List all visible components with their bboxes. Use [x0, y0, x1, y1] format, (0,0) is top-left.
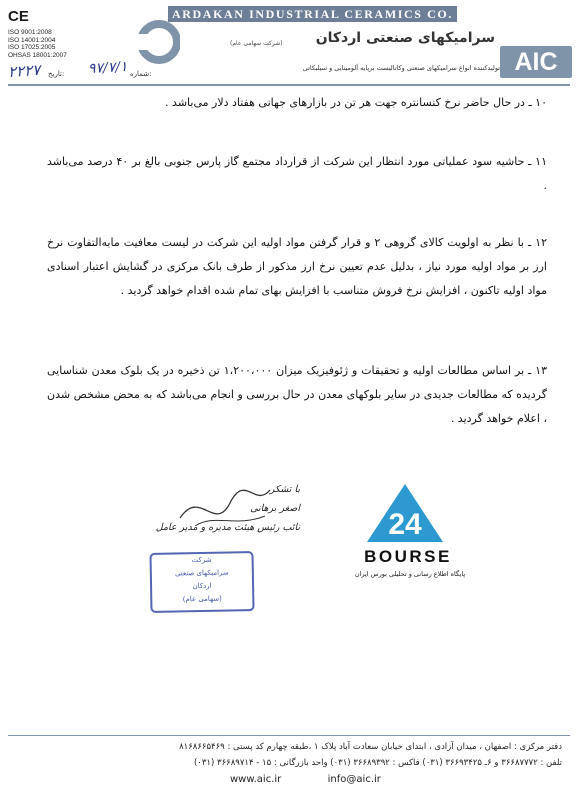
paragraph-11: ۱۱ ـ حاشیه سود عملیاتی مورد انتظار این شرکت از قرارداد مجتمع گاز پارس جنوبی بالغ بر ۴۰ درصد می‌باشد .	[47, 155, 547, 192]
bourse-number: 24	[388, 508, 422, 541]
signature-thanks: با تشکر	[269, 484, 300, 495]
stamp-line: (سهامی عام)	[182, 594, 222, 604]
header-divider	[8, 84, 570, 86]
company-stamp	[149, 551, 254, 613]
iso-line: ISO 17025:2005	[8, 44, 56, 52]
company-tagline: تولیدکننده انواع سرامیکهای صنعتی وکاتالیست برپایه آلومینایی و سیلیکاتی	[302, 64, 500, 72]
number-label: شماره:	[130, 70, 152, 78]
company-name-en: ARDAKAN INDUSTRIAL CERAMICS CO.	[168, 6, 457, 22]
iso-certifications	[8, 29, 67, 59]
footer-contact	[230, 774, 381, 785]
ce-mark: CE	[8, 8, 29, 25]
bourse-wordmark: BOURSE	[364, 547, 452, 566]
footer-address: دفتر مرکزی : اصفهان ، میدان آزادی ، ابتدای خیابان سعادت آباد پلاک ۱ ،طبقه چهارم کد پستی : ۸۱۶۸۶۶۵۴۶۹	[179, 742, 562, 752]
stamp-line: شرکت	[191, 555, 212, 565]
iso-line: ISO 14001:2004	[8, 36, 56, 44]
signature-name: اصغر برهانی	[250, 503, 300, 514]
company-name-fa: سرامیکهای صنعتی اردکان	[315, 30, 495, 46]
bourse24-logo-icon	[365, 482, 445, 544]
footer-phones: تلفن : ۳۶۶۸۷۷۷۲ و ۶ـ ۳۶۶۹۳۴۲۵ (۰۳۱) فاکس : ۳۶۶۸۹۳۹۲ (۰۳۱) واحد بازرگانی : ۱۵ - ۳۶۶۸۹۷۱۴ (۰۳۱)	[193, 758, 562, 768]
company-type: (شرکت سهامی عام)	[230, 40, 283, 47]
handwritten-letter-number: ۲۲۲۷	[7, 60, 41, 82]
handwritten-letter-date: ۹۷/۷/۱	[87, 58, 128, 78]
paragraph-12: ۱۲ ـ با نظر به اولویت کالای گروهی ۲ و قرار گرفتن مواد اولیه این شرکت در لیست معافیت مابه‌التفاوت نرخ ارز بر مواد اولیه مورد نیاز ، بدلیل عدم تعیین نرخ ارز مذکور از طرف بانک مرکزی در گشایش اعتبار اسنادی مواد اولیه تاکنون ، افزایش نرخ فروش متناسب با افزایش بهای تمام شده اقدام خواهد گردید .	[47, 236, 547, 297]
handwritten-signature	[170, 478, 280, 538]
bourse-subtitle: پایگاه اطلاع رسانی و تحلیلی بورس ایران	[354, 570, 466, 578]
email-link[interactable]: info@aic.ir	[327, 774, 381, 785]
iso-line: OHSAS 18001:2007	[8, 51, 67, 59]
footer-divider	[8, 735, 570, 736]
stamp-line: اردکان	[192, 581, 212, 591]
iso-line: ISO 9001:2008	[8, 29, 52, 36]
aic-logo: AIC	[500, 46, 572, 78]
paragraph-10: ۱۰ ـ در حال حاضر نرخ کنسانتره جهت هر تن در بازارهای جهانی هفتاد دلار می‌باشد .	[165, 96, 547, 109]
stamp-line: سرامیکهای صنعتی	[174, 568, 229, 578]
paragraph-13: ۱۳ ـ بر اساس مطالعات اولیه و تحقیقات و ژئوفیزیک میزان ۱،۲۰۰،۰۰۰ تن ذخیره در یک بلوک معدن شناسایی گردیده که مطالعات جدیدی در سایر بلوکهای معدن در حال بررسی و انجام می‌باشد که به محض مشخص شدن ، اعلام خواهد گردید .	[47, 364, 547, 425]
date-label: تاریخ:	[48, 70, 65, 78]
signature-title: نائب رئیس هیئت مدیره و مدیر عامل	[155, 522, 300, 533]
website-link[interactable]: www.aic.ir	[230, 774, 282, 785]
